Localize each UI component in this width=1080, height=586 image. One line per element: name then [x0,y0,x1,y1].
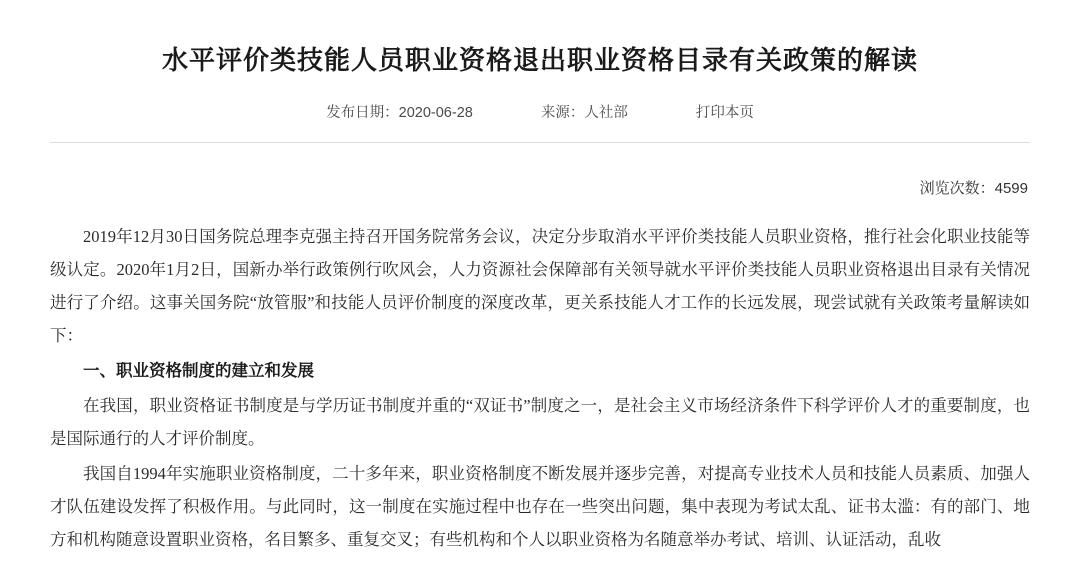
paragraph: 2019年12月30日国务院总理李克强主持召开国务院常务会议，决定分步取消水平评价类技能人员职业资格，推行社会化职业技能等级认定。2020年1月2日，国新办举行政策例行吹风会，人力资源社会保障部有关领导就水平评价类技能人员职业资格退出目录有关情况进行了介绍。这事关国务院“放管服”和技能人员评价制度的深度改革，更关系技能人才工作的长远发展，现尝试就有关政策考量解读如下： [50,226,1030,345]
section-heading: 一、职业资格制度的建立和发展 [83,360,314,380]
header-divider [50,142,1030,143]
source-label: 来源：人社部 [540,104,628,121]
paragraph: 在我国，职业资格证书制度是与学历证书制度并重的“双证书”制度之一，是社会主义市场经济条件下科学评价人才的重要制度，也是国际通行的人才评价制度。 [50,395,1030,448]
document-page [0,17,1080,586]
article-body [50,220,1030,556]
document-meta-bar [50,101,1030,122]
view-count: 浏览次数：4599 [919,179,1028,197]
paragraph: 我国自1994年实施职业资格制度，二十多年来，职业资格制度不断发展并逐步完善，对提高专业技术人员和技能人员素质、加强人才队伍建设发挥了积极作用。与此同时，这一制度在实施过程中也存在一些突出问题，集中表现为考试太乱、证书太滥：有的部门、地方和机构随意设置职业资格，名目繁多、重复交叉；有些机构和个人以职业资格为名随意举办考试、培训、认证活动，乱收 [50,463,1030,549]
publish-date: 发布日期：2020-06-28 [326,104,473,121]
print-page-link[interactable]: 打印本页 [695,104,754,121]
page-title: 水平评价类技能人员职业资格退出职业资格目录有关政策的解读 [161,45,918,76]
